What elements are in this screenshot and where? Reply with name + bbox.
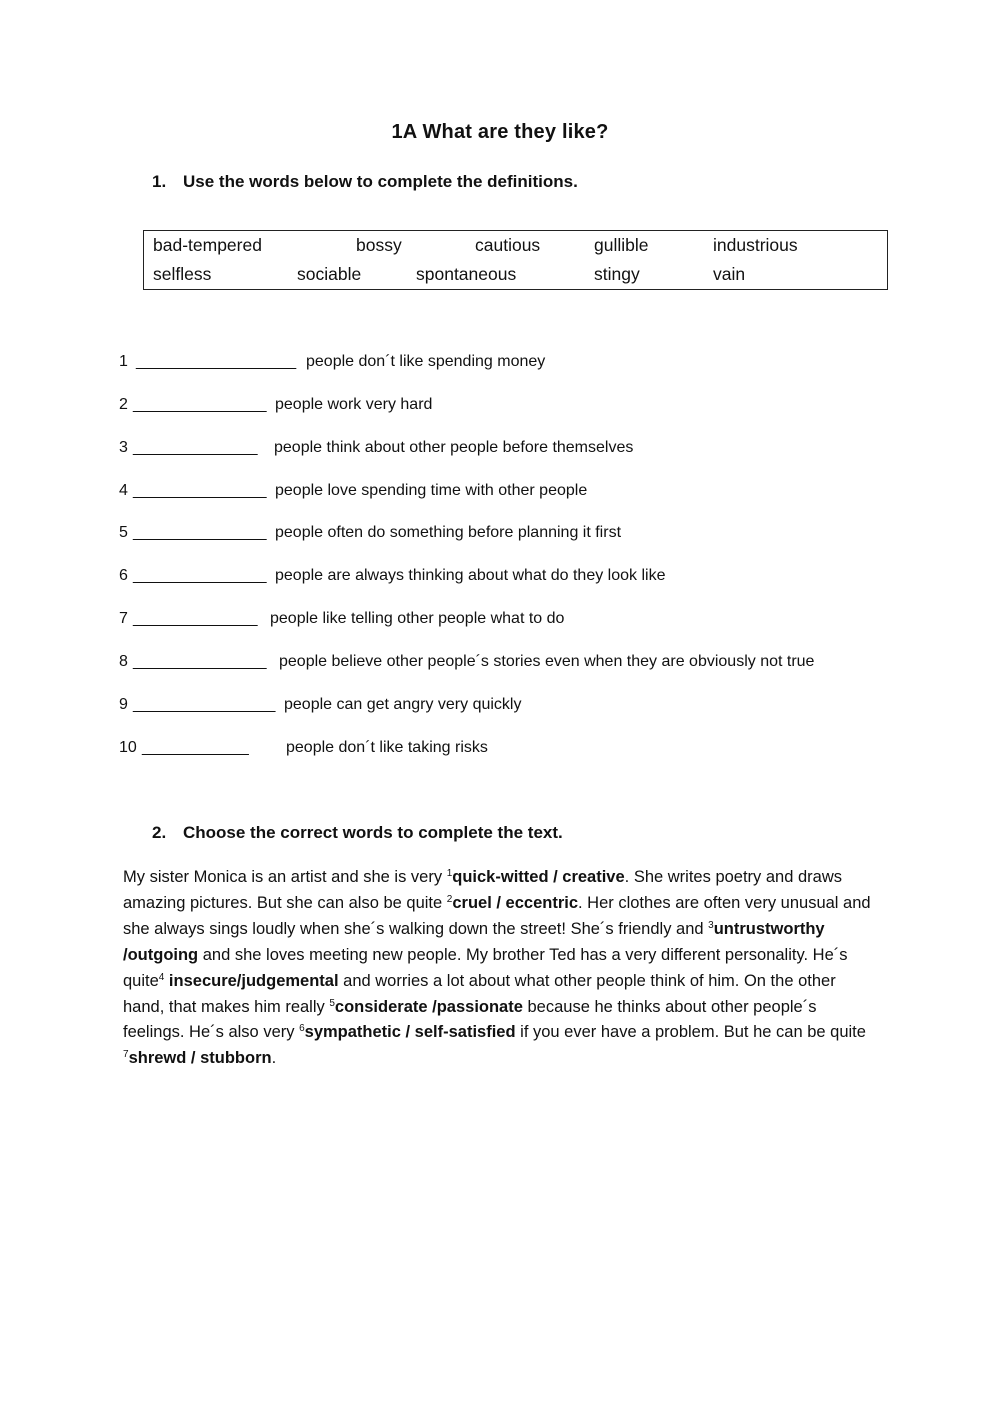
- paragraph-line: [123, 969, 888, 995]
- item-definition: people believe other people´s stories even when they are obviously not true: [279, 653, 815, 670]
- item-number: 7: [119, 610, 128, 627]
- word-box-word: industrious: [713, 235, 798, 255]
- choice-number: 3: [708, 919, 714, 931]
- item-definition: people think about other people before themselves: [274, 439, 634, 456]
- answer-blank[interactable]: _______________: [133, 482, 267, 499]
- item-number: 8: [119, 653, 128, 670]
- word-choice[interactable]: shrewd / stubborn: [128, 1049, 272, 1068]
- paragraph-line: [123, 943, 888, 969]
- item-number: 1: [119, 353, 128, 370]
- text-span: if you ever have a problem. But he can be quite: [515, 1023, 866, 1042]
- text-span: My sister Monica is an artist and she is very: [123, 868, 447, 886]
- choice-number: 4: [158, 971, 165, 983]
- item-definition: people don´t like taking risks: [286, 739, 488, 756]
- choice-number: 2: [446, 893, 453, 905]
- text-span: quite: [123, 971, 159, 990]
- text-span: amazing pictures. But she can also be quite: [123, 893, 447, 912]
- word-choice[interactable]: insecure/judgemental: [164, 971, 339, 990]
- item-definition: people don´t like spending money: [306, 353, 546, 370]
- word-box-word: selfless: [153, 264, 212, 284]
- item-number: 3: [119, 439, 128, 456]
- item-definition: people often do something before planning it first: [275, 524, 622, 541]
- item-definition: people love spending time with other people: [275, 482, 588, 499]
- text-span: and worries a lot about what other people think of him. On the other: [338, 971, 836, 990]
- item-number: 2: [119, 396, 128, 413]
- section-1-instruction: Use the words below to complete the definitions.: [183, 172, 578, 191]
- section-2-instruction: Choose the correct words to complete the text.: [183, 823, 563, 842]
- item-definition: people work very hard: [275, 396, 433, 413]
- answer-blank[interactable]: ______________: [133, 610, 258, 627]
- word-box-word: stingy: [594, 264, 640, 284]
- text-span: she always sings loudly when she´s walking down the street! She´s friendly and: [123, 919, 709, 938]
- text-span: .: [271, 1049, 277, 1068]
- choice-number: 1: [446, 868, 453, 879]
- choice-number: 5: [329, 997, 335, 1009]
- item-number: 5: [119, 524, 128, 541]
- word-box-word: spontaneous: [416, 264, 517, 284]
- item-definition: people can get angry very quickly: [284, 696, 522, 713]
- paragraph-line: [123, 865, 888, 891]
- cloze-paragraph: [123, 865, 888, 1072]
- text-span: . Her clothes are often very unusual and: [578, 893, 871, 912]
- section-1-number: 1.: [152, 172, 167, 191]
- word-box-word: vain: [713, 264, 746, 284]
- choice-number: 6: [299, 1023, 305, 1035]
- answer-blank[interactable]: _______________: [133, 524, 267, 541]
- paragraph-line: [123, 917, 888, 943]
- item-definition: people like telling other people what to do: [270, 610, 565, 627]
- text-span: because he thinks about other people´s: [522, 997, 817, 1016]
- item-number: 6: [119, 567, 128, 584]
- word-box-word: gullible: [594, 235, 649, 255]
- section-2-heading: [152, 823, 563, 843]
- word-box-word: cautious: [475, 235, 541, 255]
- text-span: . She writes poetry and draws: [624, 868, 843, 886]
- item-number: 10: [119, 739, 137, 756]
- answer-blank[interactable]: ______________: [133, 439, 258, 456]
- word-choice[interactable]: untrustworthy: [713, 919, 825, 938]
- answer-blank[interactable]: _______________: [133, 396, 267, 413]
- answer-blank[interactable]: __________________: [136, 353, 297, 370]
- word-choice[interactable]: /outgoing: [123, 945, 199, 964]
- item-number: 9: [119, 696, 128, 713]
- paragraph-line: [123, 891, 888, 917]
- text-span: feelings. He´s also very: [123, 1023, 300, 1042]
- page-title: 1A What are they like?: [391, 121, 609, 143]
- text-span: and she loves meeting new people. My brother Ted has a very different personality. He´s: [198, 945, 848, 964]
- section-2-number: 2.: [152, 823, 167, 842]
- answer-blank[interactable]: ____________: [142, 739, 249, 756]
- answer-blank[interactable]: ________________: [133, 696, 276, 713]
- word-choice[interactable]: considerate /passionate: [334, 997, 523, 1016]
- text-span: hand, that makes him really: [123, 997, 330, 1016]
- answer-blank[interactable]: _______________: [133, 653, 267, 670]
- word-box-word: sociable: [297, 264, 362, 284]
- word-box-word: bad-tempered: [153, 235, 262, 255]
- answer-blank[interactable]: _______________: [133, 567, 267, 584]
- paragraph-line: [123, 995, 888, 1021]
- choice-number: 7: [123, 1049, 129, 1061]
- item-number: 4: [119, 482, 128, 499]
- item-definition: people are always thinking about what do they look like: [275, 567, 666, 584]
- paragraph-line: [123, 1046, 888, 1072]
- word-box-word: bossy: [356, 235, 402, 255]
- paragraph-line: [123, 1020, 888, 1046]
- word-choice[interactable]: quick-witted / creative: [452, 868, 625, 886]
- word-box: [143, 230, 888, 290]
- word-choice[interactable]: sympathetic / self-satisfied: [304, 1023, 516, 1042]
- section-1-heading: [152, 172, 578, 192]
- word-choice[interactable]: cruel / eccentric: [452, 893, 578, 912]
